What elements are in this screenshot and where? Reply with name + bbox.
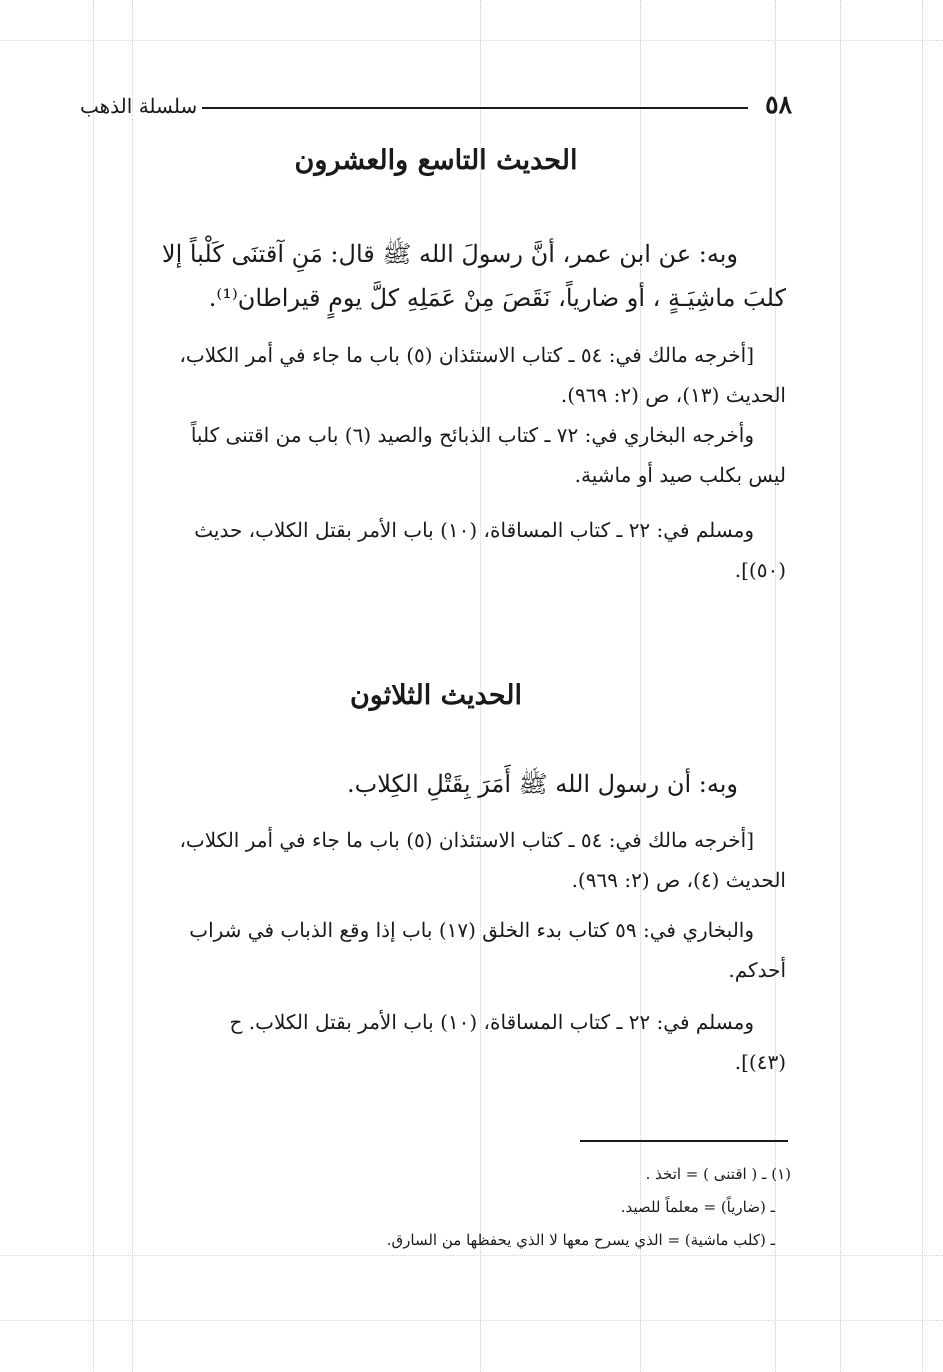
ref-line: ليس بكلب صيد أو ماشية. <box>574 463 786 487</box>
hadith-29-title: الحديث التاسع والعشرون <box>294 145 578 176</box>
hadith-30-text-line: وبه: أن رسول الله ﷺ أَمَرَ بِقَتْلِ الكِلاب. <box>346 770 738 798</box>
ref-line: والبخاري في: ٥٩ كتاب بدء الخلق (١٧) باب إذا وقع الذباب في شراب <box>189 918 754 942</box>
page-number: ٥٨ <box>765 90 792 119</box>
hadith-29-text-line: كلبَ ماشِيَـةٍ ، أو ضارياً، نَقَصَ مِنْ عَمَلِهِ كلَّ يومٍ قيراطان⁽¹⁾. <box>208 284 786 312</box>
hadith-30-text <box>82 762 786 806</box>
scan-guide-line <box>0 1255 943 1256</box>
hadith-29-ref-bukhari <box>82 415 786 495</box>
hadith-29-ref-malik <box>82 335 786 415</box>
ref-line: الحديث (١٣)، ص (٢: ٩٦٩). <box>560 383 786 407</box>
footnote-3: ـ (كلب ماشية) = الذي يسرح معها لا الذي يحفظها من السارق. <box>386 1231 775 1249</box>
ref-line: الحديث (٤)، ص (٢: ٩٦٩). <box>571 868 786 892</box>
scan-guide-line <box>922 0 923 1372</box>
series-title: سلسلة الذهب <box>80 94 198 118</box>
hadith-30-ref-malik <box>82 820 786 900</box>
ref-line: ومسلم في: ٢٢ ـ كتاب المساقاة، (١٠) باب الأمر بقتل الكلاب. ح <box>229 1010 754 1034</box>
footnote-2: ـ (ضارياً) = معلماً للصيد. <box>620 1198 775 1216</box>
hadith-30-ref-muslim <box>82 1002 786 1082</box>
footnote-1: (١) ـ ( اقتنى ) = اتخذ . <box>645 1165 791 1183</box>
ref-line: [أخرجه مالك في: ٥٤ ـ كتاب الاستئذان (٥) باب ما جاء في أمر الكلاب، <box>179 828 754 852</box>
hadith-29-text-line: وبه: عن ابن عمر، أنَّ رسولَ الله ﷺ قال: مَنِ آقتنَى كَلْباً إلا <box>161 240 738 268</box>
scan-guide-line <box>0 40 943 41</box>
header-rule <box>202 107 748 109</box>
scan-guide-line <box>840 0 841 1372</box>
ref-line: وأخرجه البخاري في: ٧٢ ـ كتاب الذبائح والصيد (٦) باب من اقتنى كلباً <box>190 423 754 447</box>
ref-line: أحدكم. <box>728 958 786 982</box>
ref-line: ومسلم في: ٢٢ ـ كتاب المساقاة، (١٠) باب الأمر بقتل الكلاب، حديث <box>194 518 754 542</box>
ref-line: (٤٣)]. <box>734 1050 786 1074</box>
running-header <box>80 88 792 124</box>
hadith-30-title: الحديث الثلاثون <box>349 680 523 711</box>
hadith-30-ref-bukhari <box>82 910 786 990</box>
ref-line: [أخرجه مالك في: ٥٤ ـ كتاب الاستئذان (٥) باب ما جاء في أمر الكلاب، <box>179 343 754 367</box>
ref-line: (٥٠)]. <box>734 558 786 582</box>
scan-guide-line <box>0 1320 943 1321</box>
hadith-29-text <box>82 232 786 320</box>
hadith-29-ref-muslim <box>82 510 786 590</box>
footnote-rule <box>580 1140 788 1142</box>
